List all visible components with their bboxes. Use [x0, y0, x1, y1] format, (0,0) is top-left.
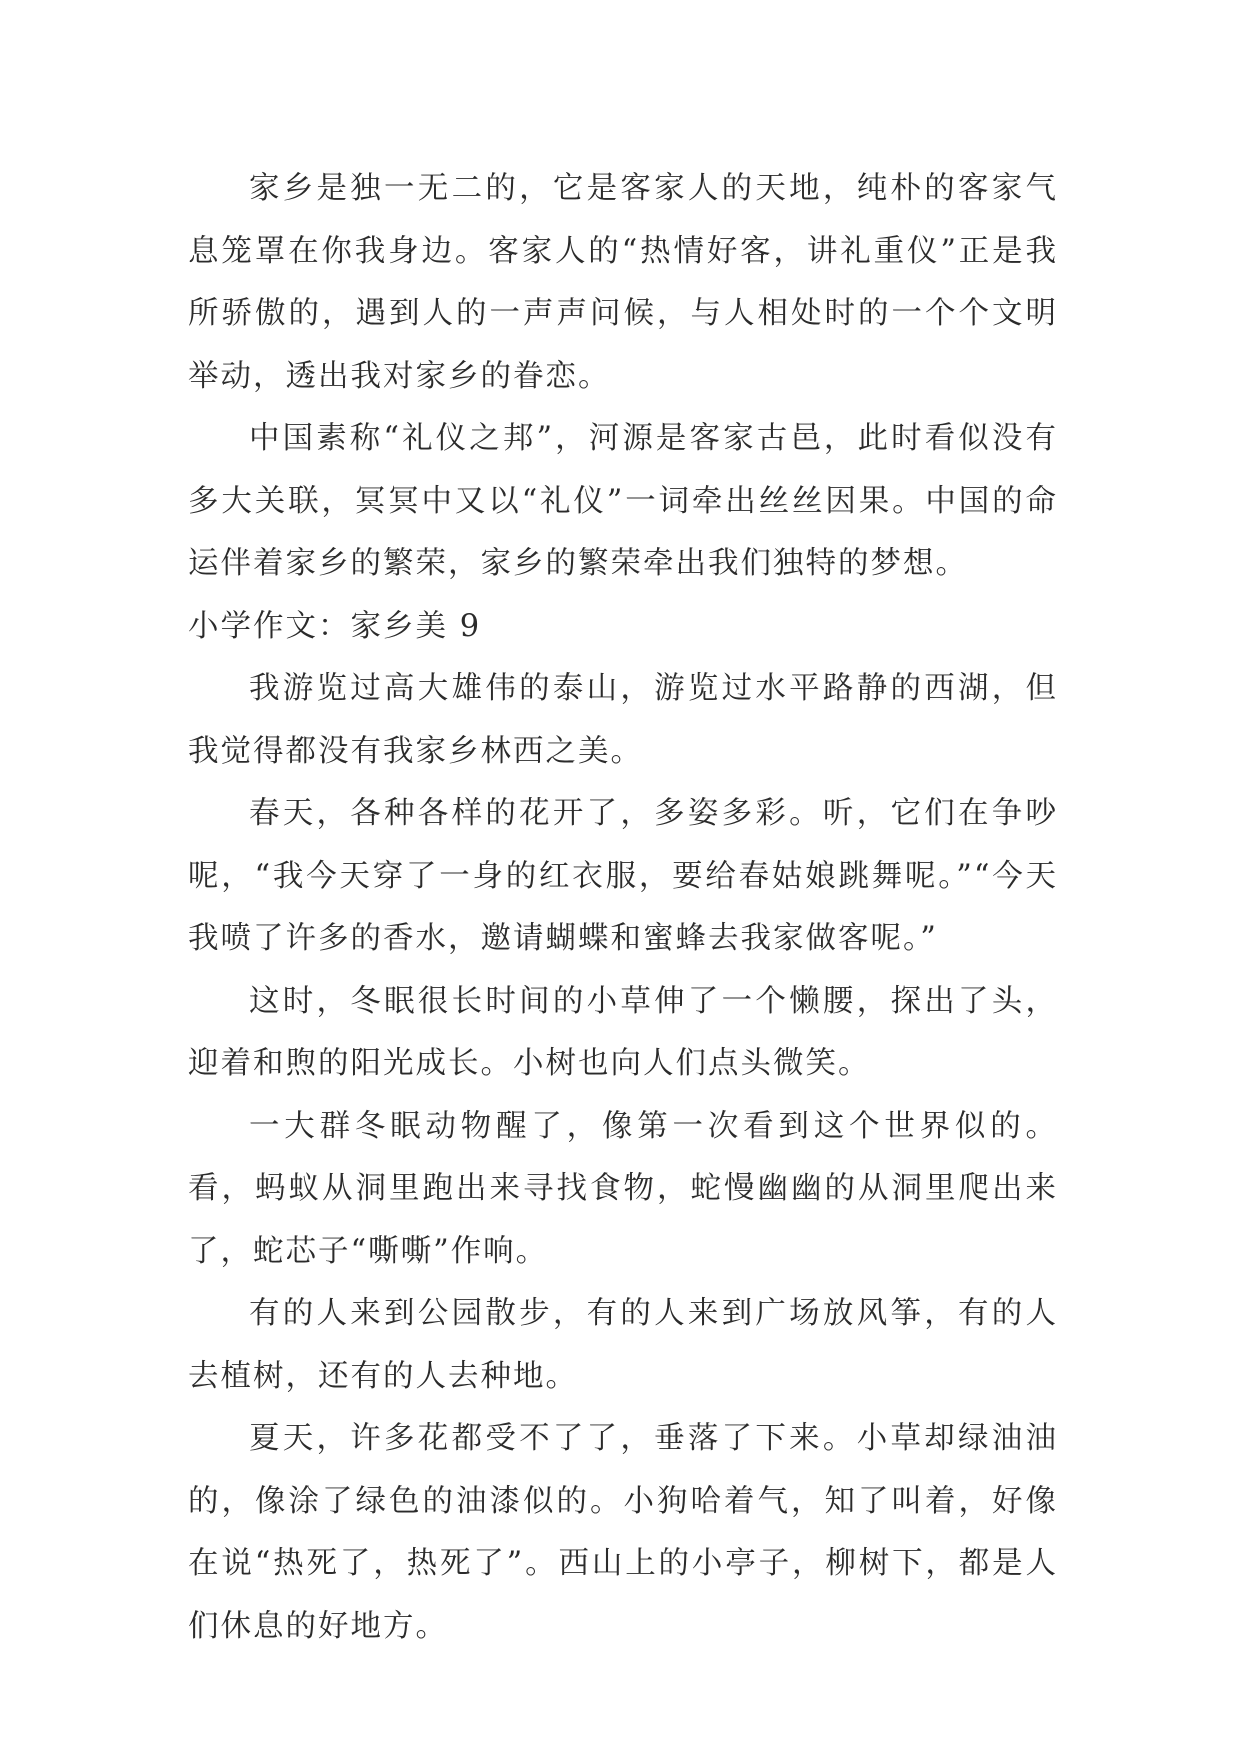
- document-body: [188, 158, 1058, 1658]
- paragraph-animals-wake: 一大群冬眠动物醒了，像第一次看到这个世界似的。看，蚂蚁从洞里跑出来寻找食物，蛇慢幽幽的从洞里爬出来了，蛇芯子“嘶嘶”作响。: [188, 1108, 1058, 1269]
- paragraph-summer: 夏天，许多花都受不了了，垂落了下来。小草却绿油油的，像涂了绿色的油漆似的。小狗哈着气，知了叫着，好像在说“热死了，热死了”。西山上的小亭子，柳树下，都是人们休息的好地方。: [188, 1421, 1058, 1644]
- paragraph-spring-flowers: 春天，各种各样的花开了，多姿多彩。听，它们在争吵呢，“我今天穿了一身的红衣服，要给春姑娘跳舞呢。”“今天我喷了许多的香水，邀请蝴蝶和蜜蜂去我家做客呢。”: [188, 796, 1058, 956]
- paragraph-land-of-etiquette: 中国素称“礼仪之邦”，河源是客家古邑，此时看似没有多大关联，冥冥中又以“礼仪”一词牵出丝丝因果。中国的命运伴着家乡的繁荣，家乡的繁荣牵出我们独特的梦想。: [188, 421, 1058, 581]
- paragraph-grass-awakens: 这时，冬眠很长时间的小草伸了一个懒腰，探出了头，迎着和煦的阳光成长。小树也向人们点头微笑。: [188, 983, 1058, 1081]
- essay-title: 小学作文：家乡美 9: [188, 608, 482, 644]
- paragraph-people-activities: 有的人来到公园散步，有的人来到广场放风筝，有的人去植树，还有的人去种地。: [188, 1296, 1058, 1394]
- paragraph-linxi-beauty: 我游览过高大雄伟的泰山，游览过水平路静的西湖，但我觉得都没有我家乡林西之美。: [188, 671, 1058, 769]
- paragraph-hometown-unique: 家乡是独一无二的，它是客家人的天地，纯朴的客家气息笼罩在你我身边。客家人的“热情好客，讲礼重仪”正是我所骄傲的，遇到人的一声声问候，与人相处时的一个个文明举动，透出我对家乡的眷恋。: [188, 171, 1058, 394]
